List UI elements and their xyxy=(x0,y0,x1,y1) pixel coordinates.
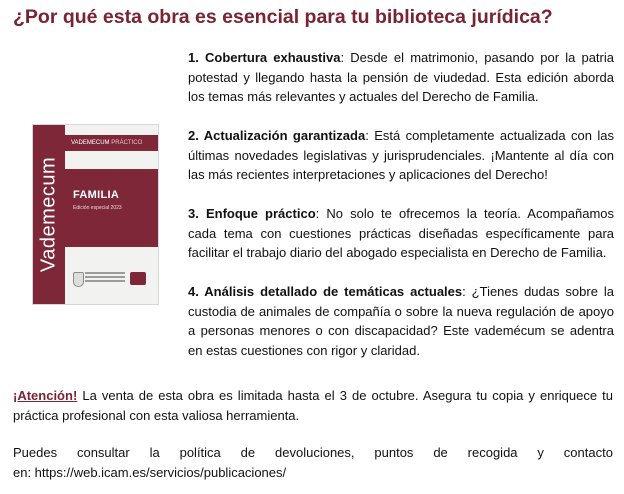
returns-word: consultar xyxy=(76,445,130,460)
returns-word: recogida xyxy=(467,445,518,460)
feature-body: : ¿Tienes dudas sobre la custodia de animales de compañía o sobre la nueva regulación de apoyo a personas menores o con discapacidad? Este vademécum se adentra en estas cuestiones con rigor y claridad. xyxy=(188,284,614,358)
returns-url-line[interactable]: en: https://web.icam.es/servicios/publicaciones/ xyxy=(13,464,287,480)
feature-item xyxy=(188,204,614,263)
returns-line-1 xyxy=(13,443,613,463)
book-spine xyxy=(33,125,65,304)
returns-word: de xyxy=(433,445,448,460)
returns-word: devoluciones, xyxy=(275,445,355,460)
publisher-text-lines xyxy=(85,272,125,274)
book-series-name: VADEMECUM xyxy=(71,140,110,146)
returns-policy-text xyxy=(13,443,613,482)
feature-body: : Desde el matrimonio, pasando por la patria potestad y llegando hasta la pensión de viudedad. Esta edición aborda los temas más relevantes y actuales del Derecho de Familia. xyxy=(188,50,614,104)
feature-item xyxy=(188,48,614,107)
book-series-band xyxy=(65,135,158,151)
feature-item xyxy=(188,126,614,185)
crest-icon xyxy=(73,272,84,287)
book-cover-image xyxy=(32,124,159,305)
feature-body: : No solo te ofrecemos la teoría. Acompañamos cada tema con cuestiones prácticas diseñadas específicamente para facilitar el trabajo diario del abogado especialista en Derecho de Familia. xyxy=(188,206,614,260)
attention-notice xyxy=(13,386,613,425)
returns-word: y xyxy=(537,445,544,460)
attention-text: La venta de esta obra es limitada hasta el 3 de octubre. Asegura tu copia y enriquece tu práctica profesional con esta valiosa herramienta. xyxy=(13,388,613,423)
returns-word: la xyxy=(149,445,160,460)
feature-list xyxy=(188,48,614,380)
returns-word: política xyxy=(179,445,221,460)
attention-label: ¡Atención! xyxy=(13,388,78,403)
feature-heading: 3. Enfoque práctico xyxy=(188,206,316,221)
feature-heading: 1. Cobertura exhaustiva xyxy=(188,50,341,65)
feature-heading: 4. Análisis detallado de temáticas actuales xyxy=(188,284,463,299)
returns-word: de xyxy=(240,445,256,460)
publisher-logo-icon xyxy=(130,272,146,285)
feature-item xyxy=(188,282,614,360)
returns-word: puntos xyxy=(374,445,414,460)
feature-heading: 2. Actualización garantizada xyxy=(188,128,366,143)
returns-word: contacto xyxy=(563,445,613,460)
page-title: ¿Por qué esta obra es esencial para tu biblioteca jurídica? xyxy=(13,6,553,28)
book-series-subtitle: PRÁCTICO xyxy=(111,140,143,146)
book-title-panel xyxy=(65,169,158,247)
book-edition: Edición especial 2023 xyxy=(73,205,122,211)
book-spine-text: Vademecum xyxy=(37,156,60,273)
book-title: FAMILIA xyxy=(73,189,120,201)
feature-body: : Está completamente actualizada con las últimas novedades legislativas y jurisprudenciales. ¡Mantente al día con las más recientes interpretaciones y aplicaciones del Derecho! xyxy=(188,128,614,182)
returns-word: Puedes xyxy=(13,445,58,460)
